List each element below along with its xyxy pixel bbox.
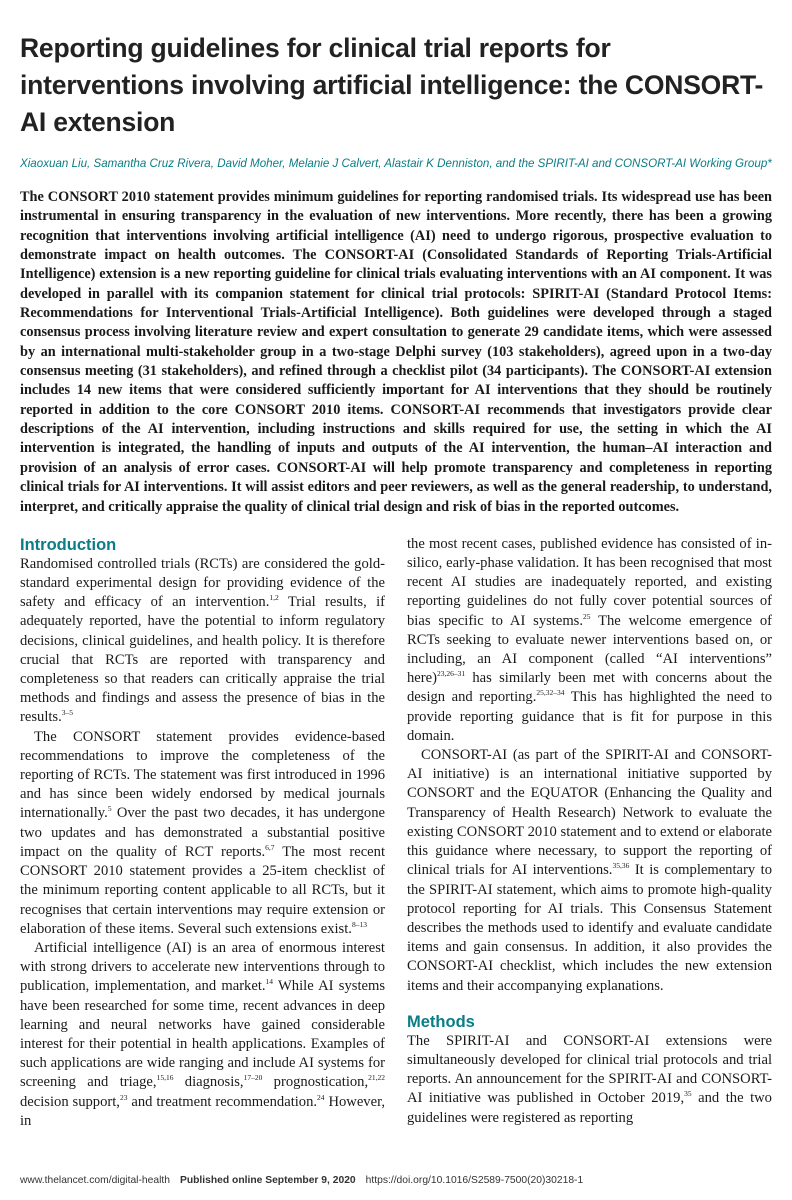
article-title: Reporting guidelines for clinical trial reports for interventions involving artificial intelligence: the CONSORT-AI extension	[20, 33, 764, 137]
citation[interactable]: 25	[583, 611, 591, 621]
citation[interactable]: 24	[317, 1092, 325, 1102]
summary-abstract: The CONSORT 2010 statement provides minimum guidelines for reporting randomised trials. Its widespread use has been instrumental in ensuring transparency in the evaluation of new interventions. More recently, there has been a growing recognition that interventions involving artificial intelligence (AI) need to undergo rigorous, prospective evaluation to demonstrate impact on health outcomes. The CONSORT-AI (Consolidated Standards of Reporting Trials-Artificial Intelligence) extension is a new reporting guideline for clinical trials evaluating interventions with an AI component. It was developed in parallel with its companion statement for clinical trial protocols: SPIRIT-AI (Standard Protocol Items: Recommendations for Interventional Trials-Artificial Intelligence). Both guidelines were developed through a staged consensus process involving literature review and expert consultation to generate 29 candidate items, which were assessed by an international multi-stakeholder group in a two-stage Delphi survey (103 stakeholders), agreed upon in a two-day consensus meeting (31 stakeholders), and refined through a checklist pilot (34 participants). The CONSORT-AI extension includes 14 new items that were considered sufficiently important for AI interventions that they should be routinely reported in addition to the core CONSORT 2010 items. CONSORT-AI recommends that investigators provide clear descriptions of the AI intervention, including instructions and skills required for use, the setting in which the AI intervention is integrated, the handling of inputs and outputs of the AI intervention, the human–AI interaction and provision of an analysis of error cases. CONSORT-AI will help promote transparency and completeness in reporting clinical trials for AI interventions. It will assist editors and peer reviewers, as well as the general readership, to understand, interpret, and critically appraise the quality of clinical trial design and risk of bias in the reported outcomes.	[20, 189, 772, 515]
left-column	[20, 535, 385, 1131]
doi-link[interactable]: https://doi.org/10.1016/S2589-7500(20)30218-1	[365, 1175, 584, 1186]
methods-paragraph-1: The SPIRIT-AI and CONSORT-AI extensions were simultaneously developed for clinical trial protocols and trial reports. An announcement for the SPIRIT-AI and CONSORT-AI initiative was published in October 2019,35 and the two guidelines were registered as reporting	[407, 1032, 772, 1126]
citation[interactable]: 17–20	[243, 1073, 263, 1083]
intro-paragraph-1: Randomised controlled trials (RCTs) are considered the gold-standard experimental design for providing evidence of the safety and efficacy of an intervention.$^{1,2}$ Trial results, if adequately reported, have the potential to inform regulatory decisions, clinical guidelines, and health policy. It is therefore crucial that RCTs are reported with transparency and completeness so that readers can critically appraise the trial methods and findings and assess the presence of bias in the results.$^{3-5}$	[20, 555, 385, 726]
methods-heading: Methods	[407, 1012, 475, 1031]
citation[interactable]: 35	[684, 1089, 692, 1099]
citation[interactable]: 23,26–31	[436, 669, 466, 679]
body-columns	[20, 535, 772, 1131]
citation[interactable]: 6,7	[265, 843, 275, 853]
intro-paragraph-5: CONSORT-AI (as part of the SPIRIT-AI and CONSORT-AI initiative) is an international initiative supported by CONSORT and the EQUATOR (Enhancing the Quality and Transparency of Health Research) Network to evaluate the existing CONSORT 2010 statement and to extend or elaborate this guidance where necessary, to support the reporting of clinical trials for AI interventions.$^{35,36}$ It is complementary to the SPIRIT-AI statement, which aims to promote high-quality protocol reporting for AI trials. This Consensus Statement describes the methods used to identify and evaluate candidate items and gain consensus. In addition, it also provides the CONSORT-AI checklist, which includes the new extension items and their accompanying explanations.	[407, 747, 772, 994]
published-date: Published online September 9, 2020	[179, 1175, 356, 1186]
citation[interactable]: 21,22	[368, 1073, 385, 1083]
right-column	[407, 535, 772, 1131]
citation[interactable]: 3–5	[61, 708, 74, 718]
citation[interactable]: 25,32–34	[536, 688, 565, 698]
citation[interactable]: 35,36	[612, 861, 630, 871]
citation[interactable]: 8–13	[351, 919, 367, 929]
intro-paragraph-4: the most recent cases, published evidence has consisted of in-silico, early-phase validation. It has been recognised that most recent AI studies are inadequately reported, and existing reporting guidelines do not fully cover potential sources of bias specific to AI systems.$^{25}$ The welcome emergence of RCTs seeking to evaluate newer interventions based on, or including, an AI component (called “AI interventions” here)$^{23,26-31}$ has similarly been met with concerns about the design and reporting.$^{25,32-34}$ This has highlighted the need to provide reporting guidance that is fit for purpose in this domain.	[407, 535, 773, 744]
author-list: Xiaoxuan Liu, Samantha Cruz Rivera, David Moher, Melanie J Calvert, Alastair K Denniston, and the SPIRIT-AI and CONSORT-AI Working Group*	[20, 157, 772, 170]
introduction-heading: Introduction	[20, 535, 117, 554]
citation[interactable]: 14	[265, 977, 274, 987]
citation[interactable]: 1,2	[269, 593, 279, 603]
intro-paragraph-2: The CONSORT statement provides evidence-based recommendations to improve the completeness of the reporting of RCTs. The statement was first introduced in 1996 and has since been widely endorsed by medical journals internationally.$^5$ Over the past two decades, it has undergone two updates and has demonstrated a substantial positive impact on the quality of RCT reports.$^{6,7}$ The most recent CONSORT 2010 statement provides a 25-item checklist of the minimum reporting content applicable to all RCTs, but it recognises that certain interventions may require extension or elaboration of these items. Several such extensions exist.$^{8-13}$	[20, 728, 385, 937]
journal-url-link[interactable]: www.thelancet.com/digital-health	[20, 1175, 170, 1186]
citation[interactable]: 5	[107, 804, 112, 814]
intro-paragraph-3: Artificial intelligence (AI) is an area of enormous interest with strong drivers to accelerate new interventions through to publication, implementation, and market.$^{14}$ While AI systems have been researched for some time, recent advances in deep learning and neural networks have gained considerable interest for their potential in health applications. Examples of such applications are wide ranging and include AI systems for screening and triage,$^{15,16}$ diagnosis,$^{17-20}$ prognostication,$^{21,22}$ decision support,$^{23}$ and treatment recommendation.$^{24}$ However, in	[20, 939, 386, 1129]
citation[interactable]: 23	[119, 1092, 128, 1102]
citation[interactable]: 15,16	[156, 1073, 174, 1083]
page-footer	[20, 1175, 583, 1186]
